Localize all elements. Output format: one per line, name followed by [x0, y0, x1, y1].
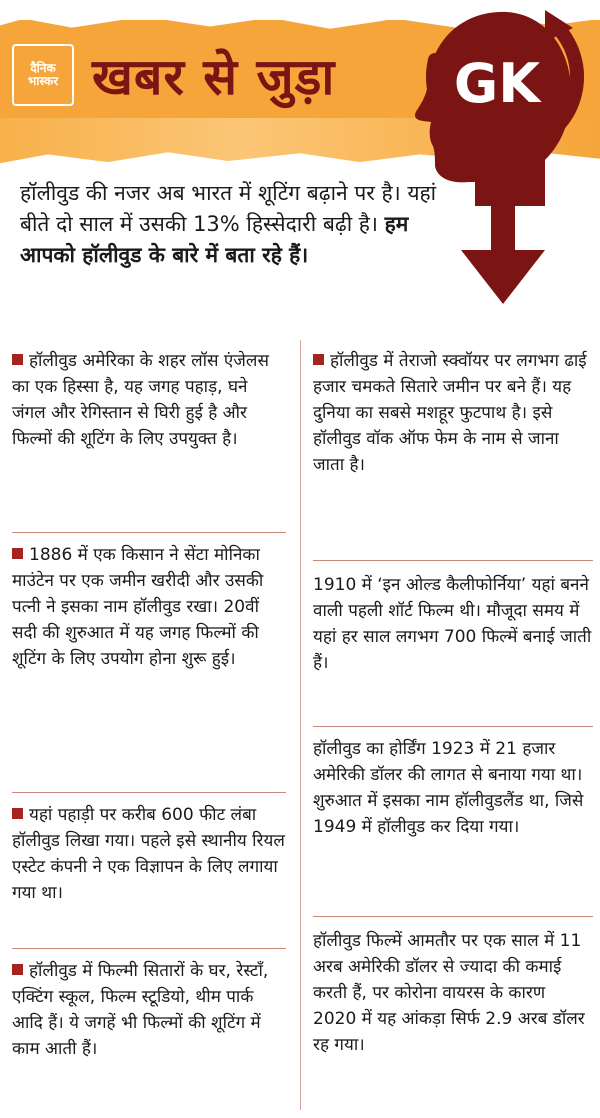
fact-text: हॉलीवुड का होर्डिंग 1923 में 21 हजार अमेरिकी डॉलर की लागत से बनाया गया था। शुरुआत में इसका नाम हॉलीवुडलैंड था, जिसे 1949 में हॉलीवुड कर दिया गया।	[313, 739, 584, 837]
separator	[12, 948, 286, 949]
fact-text: हॉलीवुड में तेराजो स्क्वॉयर पर लगभग ढाई हजार चमकते सितारे जमीन पर बने हैं। यह दुनिया का सबसे मशहूर फुटपाथ है। इसे हॉलीवुड वॉक ऑफ फेम के नाम से जाना जाता है।	[313, 351, 587, 475]
separator	[313, 726, 593, 727]
fact-block	[313, 736, 593, 840]
intro-text: हॉलीवुड की नजर अब भारत में शूटिंग बढ़ाने पर है। यहां बीते दो साल में उसकी 13% हिस्सेदारी बढ़ी है।	[20, 181, 437, 236]
bullet-square-icon	[12, 808, 23, 819]
bullet-square-icon	[12, 548, 23, 559]
page-title: खबर से जुड़ा	[92, 48, 336, 106]
separator	[313, 916, 593, 917]
intro-paragraph	[20, 178, 460, 271]
fact-text: 1886 में एक किसान ने सेंटा मोनिका माउंटेन पर एक जमीन खरीदी और उसकी पत्नी ने इसका नाम हॉलीवुड रखा। 20वीं सदी की शुरुआत में यह जगह फिल्मों की शूटिंग के लिए उपयोग होना शुरू हुई।	[12, 545, 264, 669]
fact-text: हॉलीवुड में फिल्मी सितारों के घर, रेस्टॉं, एक्टिंग स्कूल, फिल्म स्टूडियो, थीम पार्क आदि हैं। ये जगहें भी फिल्मों की शूटिंग में काम आती हैं।	[12, 961, 269, 1059]
fact-text: हॉलीवुड फिल्में आमतौर पर एक साल में 11 अरब अमेरिकी डॉलर से ज्यादा की कमाई करती हैं, पर कोरोना वायरस के कारण 2020 में यह आंकड़ा सिर्फ 2.9 अरब डॉलर रह गया।	[313, 931, 585, 1055]
bullet-square-icon	[313, 354, 324, 365]
intro-bold-text: हम आपको हॉलीवुड के बारे में बता रहे हैं।	[20, 212, 409, 267]
bullet-square-icon	[12, 354, 23, 365]
bullet-square-icon	[12, 964, 23, 975]
logo-line-2: भास्कर	[27, 74, 59, 88]
fact-text: 1910 में ‘इन ओल्ड कैलीफोर्निया’ यहां बनने वाली पहली शॉर्ट फिल्म थी। मौजूदा समय में यहां हर साल लगभग 700 फिल्में बनाई जाती हैं।	[313, 575, 592, 673]
column-divider	[300, 340, 301, 1110]
fact-block	[12, 348, 286, 452]
gk-badge-text: GK	[453, 52, 541, 115]
separator	[12, 792, 286, 793]
separator	[12, 532, 286, 533]
fact-block	[313, 572, 593, 676]
fact-block	[12, 542, 286, 672]
fact-block	[12, 958, 286, 1062]
fact-text: यहां पहाड़ी पर करीब 600 फीट लंबा हॉलीवुड लिखा गया। पहले इसे स्थानीय रियल एस्टेट कंपनी ने एक विज्ञापन के लिए लगाया गया था।	[12, 805, 285, 903]
separator	[313, 560, 593, 561]
fact-block	[313, 348, 593, 478]
fact-block	[12, 802, 286, 906]
fact-text: हॉलीवुड अमेरिका के शहर लॉस एंजेलस का एक हिस्सा है, यह जगह पहाड़, घने जंगल और रेगिस्तान से घिरी हुई है और फिल्मों की शूटिंग के लिए उपयुक्त है।	[12, 351, 269, 449]
dainik-bhaskar-logo	[12, 44, 74, 106]
logo-line-1: दैनिक	[30, 61, 56, 76]
fact-block	[313, 928, 593, 1058]
